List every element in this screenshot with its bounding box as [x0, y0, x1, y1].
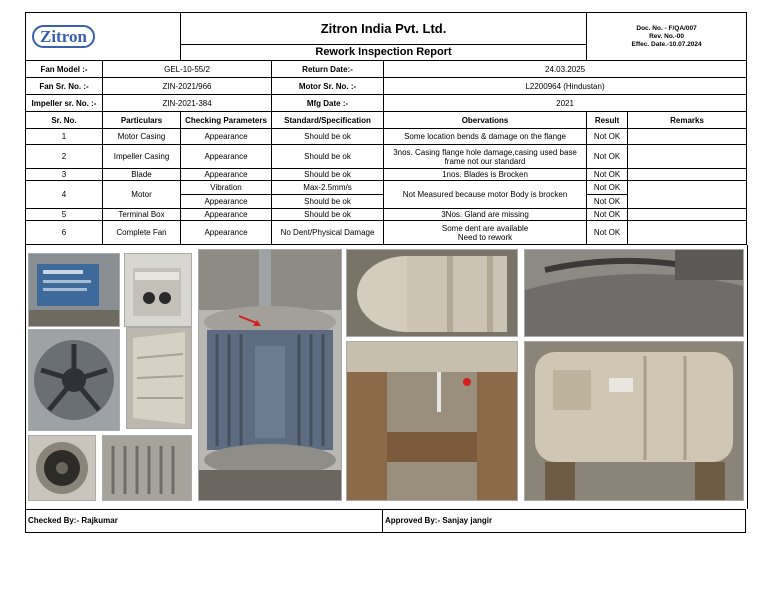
row-std: Should be ok: [272, 129, 384, 145]
col-checking-parameters: Checking Parameters: [181, 112, 272, 129]
impeller-sr-label: Impeller sr. No. :-: [26, 95, 103, 112]
photo-base-frame: [346, 341, 518, 501]
photo-nameplate: [28, 253, 120, 327]
row-param: Appearance: [181, 221, 272, 245]
row-particular: Impeller Casing: [103, 145, 181, 169]
table-row: [26, 209, 747, 221]
fan-model-label: Fan Model :-: [26, 61, 103, 78]
row-result: Not OK: [587, 221, 628, 245]
photo-complete-fan: [524, 341, 744, 501]
row-std: No Dent/Physical Damage: [272, 221, 384, 245]
row-remarks: [628, 129, 747, 145]
row-remarks: [628, 221, 747, 245]
fan-model-value: GEL-10-55/2: [103, 61, 272, 78]
row-obs: 3Nos. Gland are missing: [384, 209, 587, 221]
col-sr: Sr. No.: [26, 112, 103, 129]
row-remarks: [628, 145, 747, 169]
row-remarks: [628, 209, 747, 221]
photo-flange-damage: [524, 249, 744, 337]
row-std: Should be ok: [272, 209, 384, 221]
row-param: Appearance: [181, 169, 272, 181]
row-param: Appearance: [181, 209, 272, 221]
row-obs: 3nos. Casing flange hole damage,casing used base frame not our standard: [384, 145, 587, 169]
mfg-date-value: 2021: [384, 95, 747, 112]
row-result: Not OK: [587, 129, 628, 145]
return-date-value: 24.03.2025: [384, 61, 747, 78]
row-obs: Some location bends & damage on the flange: [384, 129, 587, 145]
row-obs: Not Measured because motor Body is brocken: [384, 181, 587, 209]
motor-sr-value: L2200964 (Hindustan): [384, 78, 747, 95]
rev-no: Rev. No.-00: [649, 32, 685, 40]
table-row: [26, 145, 747, 169]
row-sr: 5: [26, 209, 103, 221]
zitron-logo: Zitron: [32, 25, 95, 48]
photo-fan-inlet: [28, 435, 96, 501]
col-standard: Standard/Specification: [272, 112, 384, 129]
checked-by: Checked By:- Rajkumar: [26, 510, 383, 532]
row-param: Appearance: [181, 195, 272, 209]
row-sr: 2: [26, 145, 103, 169]
row-std: Should be ok: [272, 145, 384, 169]
row-result: Not OK: [587, 209, 628, 221]
col-result: Result: [587, 112, 628, 129]
return-date-label: Return Date:-: [272, 61, 384, 78]
table-row: [26, 129, 747, 145]
row-result: Not OK: [587, 145, 628, 169]
row-std: Should be ok: [272, 195, 384, 209]
row-param: Appearance: [181, 145, 272, 169]
row-obs-line1: Some dent are available: [441, 223, 529, 233]
mfg-date-label: Mfg Date :-: [272, 95, 384, 112]
row-sr: 6: [26, 221, 103, 245]
photo-casing-top: [346, 249, 518, 337]
photo-terminal-box: [124, 253, 192, 327]
row-remarks: [628, 181, 747, 209]
report-table: [25, 12, 747, 245]
col-remarks: Remarks: [628, 112, 747, 129]
table-row: [26, 221, 747, 245]
row-sr: 1: [26, 129, 103, 145]
row-param: Vibration: [181, 181, 272, 195]
row-remarks: [628, 169, 747, 181]
photo-motor-body: [198, 249, 342, 501]
company-name: Zitron India Pvt. Ltd.: [181, 13, 587, 45]
impeller-sr-value: ZIN-2021-384: [103, 95, 272, 112]
row-std: Max-2.5mm/s: [272, 181, 384, 195]
row-particular: Terminal Box: [103, 209, 181, 221]
fan-sr-value: ZIN-2021/966: [103, 78, 272, 95]
col-observations: Obervations: [384, 112, 587, 129]
row-result: Not OK: [587, 169, 628, 181]
photo-motor-fins: [102, 435, 192, 501]
photo-impeller-blades: [28, 329, 120, 431]
report-title: Rework Inspection Report: [181, 45, 587, 61]
motor-sr-label: Motor Sr. No. :-: [272, 78, 384, 95]
column-header-row: [26, 112, 747, 129]
signoff-footer: [25, 509, 746, 533]
row-result: Not OK: [587, 181, 628, 195]
row-particular: Motor Casing: [103, 129, 181, 145]
col-particulars: Particulars: [103, 112, 181, 129]
row-param: Appearance: [181, 129, 272, 145]
row-sr: 3: [26, 169, 103, 181]
effec-date: Effec. Date.-10.07.2024: [631, 40, 702, 48]
row-std: Should be ok: [272, 169, 384, 181]
doc-no: Doc. No. - F/QA/007: [636, 24, 697, 32]
fan-sr-label: Fan Sr. No. :-: [26, 78, 103, 95]
table-row: [26, 181, 747, 195]
row-obs-line2: Need to rework: [457, 232, 513, 242]
approved-by: Approved By:- Sanjay jangir: [385, 516, 493, 525]
row-sr: 4: [26, 181, 103, 209]
row-particular: Complete Fan: [103, 221, 181, 245]
row-particular: Motor: [103, 181, 181, 209]
inspection-report-sheet: [25, 12, 746, 533]
row-obs: 1nos. Blades is Brocken: [384, 169, 587, 181]
logo-cell: [26, 13, 181, 61]
table-row: [26, 169, 747, 181]
photo-grid: [25, 245, 748, 509]
photo-casing-side: [126, 327, 192, 429]
row-particular: Blade: [103, 169, 181, 181]
row-obs: [384, 221, 587, 245]
row-result: Not OK: [587, 195, 628, 209]
doc-info: [587, 13, 747, 61]
